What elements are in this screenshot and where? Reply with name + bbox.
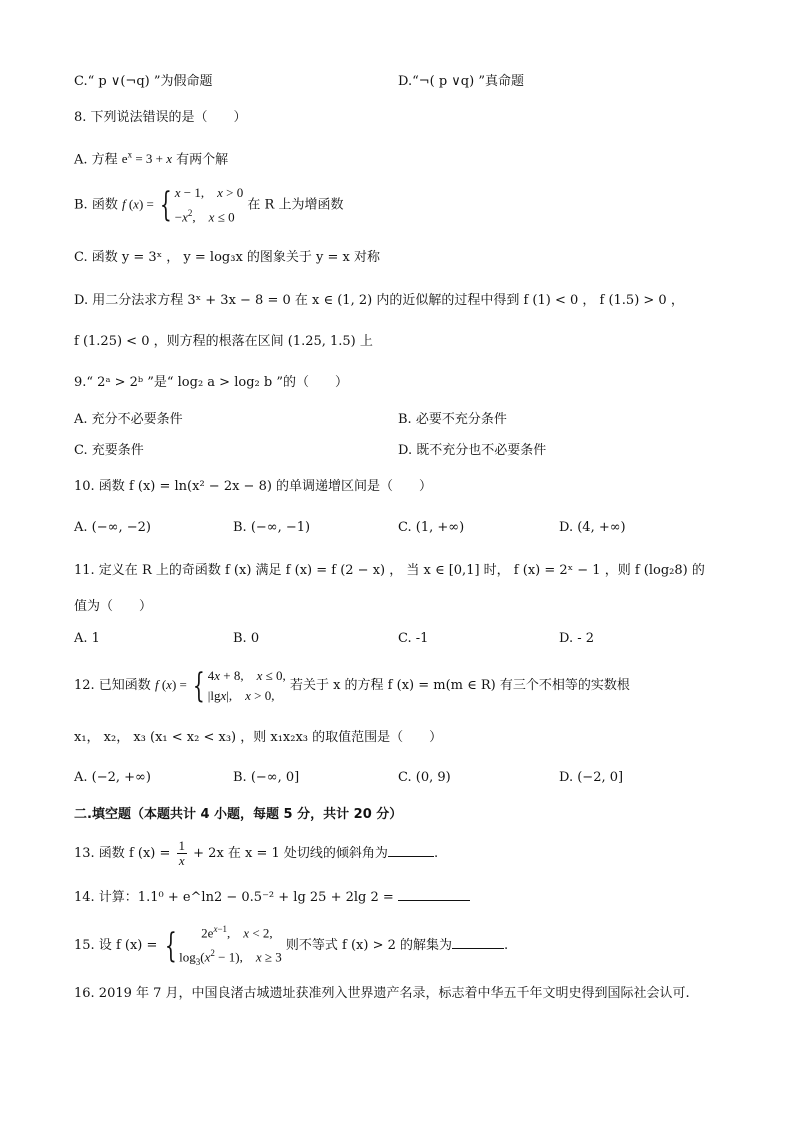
q12-stem-line1 [74, 663, 630, 708]
q15-end: . [504, 938, 509, 954]
q13-fraction [177, 839, 188, 868]
q9-option-c: C. 充要条件 [74, 443, 144, 458]
q9-stem: 9.“ 2ᵃ > 2ᵇ ”是“ log₂ a > log₂ b ”的（ ） [74, 375, 348, 390]
q13 [74, 836, 438, 872]
q15-prefix: 15. 设 f (x) = [74, 938, 162, 954]
q13-answer-blank[interactable] [388, 842, 434, 857]
q8-a-formula: $e^x = 3 + x$ [121, 150, 173, 167]
q13-prefix: 13. 函数 f (x) = [74, 846, 175, 861]
q14-expression: 14. 计算：1.1⁰ + e^ln2 − 0.5⁻² + lg 25 + 2lg 2 = [74, 890, 398, 905]
q12-func: f (x) = [154, 677, 191, 692]
q8-stem: 8. 下列说法错误的是（ ） [74, 110, 247, 125]
q12-option-a: A. (−2, +∞) [74, 770, 151, 785]
q8-b-func: f (x) = [121, 196, 158, 212]
q8-option-a [74, 146, 228, 169]
q8-b-cases: x − 1, x > 0 $-x^2$, x ≤ 0 [174, 185, 244, 225]
q9-option-b: B. 必要不充分条件 [398, 412, 507, 427]
q10-option-a: A. (−∞, −2) [74, 520, 151, 535]
q8-option-d-line1: D. 用二分法求方程 3ˣ + 3x − 8 = 0 在 x ∈ (1, 2) 内的近似解的过程中得到 f (1) < 0 ， f (1.5) > 0 ， [74, 293, 684, 308]
q7-option-d: D.“¬( p ∨q) ”真命题 [398, 74, 524, 89]
q15 [74, 919, 508, 972]
q11-stem-line1: 11. 定义在 R 上的奇函数 f (x) 满足 f (x) = f (2 − x) ， 当 x ∈ [0,1] 时， f (x) = 2ˣ − 1 ，则 f (log₂8) 的 [74, 563, 705, 578]
q8-option-b [74, 183, 343, 227]
q12-stem-line2: x₁， x₂， x₃ (x₁ < x₂ < x₃) ，则 x₁x₂x₃ 的取值范围是（ ） [74, 730, 443, 745]
q8-b-suffix: 在 R 上为增函数 [243, 197, 344, 213]
q13-suffix: + 2x 在 x = 1 处切线的倾斜角为 [189, 846, 388, 861]
q8-a-suffix: 有两个解 [172, 152, 229, 168]
q12-cases: 4x + 8, x ≤ 0, |lgx|, x > 0, [207, 667, 286, 703]
q12-suffix: 若关于 x 的方程 f (x) = m(m ∈ R) 有三个不相等的实数根 [285, 678, 630, 693]
section-2-heading: 二.填空题（本题共计 4 小题，每题 5 分，共计 20 分） [74, 807, 403, 822]
q15-brace: { [164, 925, 177, 966]
q11-stem-line2: 值为（ ） [74, 599, 153, 614]
q8-b-prefix: B. 函数 [74, 197, 122, 213]
q11-option-d: D. - 2 [559, 631, 595, 646]
q8-option-d-line2: f (1.25) < 0 ，则方程的根落在区间 (1.25, 1.5) 上 [74, 334, 373, 349]
q8-b-brace: { [159, 185, 172, 226]
q8-option-c: C. 函数 y = 3ˣ ， y = log₃x 的图象关于 y = x 对称 [74, 250, 381, 265]
q10-option-b: B. (−∞, −1) [233, 520, 311, 535]
q9-option-a: A. 充分不必要条件 [74, 412, 183, 427]
q11-option-c: C. -1 [398, 631, 429, 646]
q12-brace: { [192, 665, 205, 706]
q15-cases: $2e^{x-1}$, x < 2, $\log_3(x^2 - 1)$, x ≥ 3 [179, 924, 282, 968]
q10-option-c: C. (1, +∞) [398, 520, 465, 535]
q14 [74, 886, 470, 907]
q15-suffix: 则不等式 f (x) > 2 的解集为 [281, 938, 452, 954]
q9-option-d: D. 既不充分也不必要条件 [398, 443, 547, 458]
q10-option-d: D. (4, +∞) [559, 520, 626, 535]
q10-stem: 10. 函数 f (x) = ln(x² − 2x − 8) 的单调递增区间是（ ） [74, 479, 433, 494]
q7-option-c: C.“ p ∨(¬q) ”为假命题 [74, 74, 213, 89]
q11-option-a: A. 1 [74, 631, 100, 646]
q12-prefix: 12. 已知函数 [74, 678, 155, 693]
q13-end: . [433, 846, 439, 861]
q15-answer-blank[interactable] [452, 934, 504, 949]
q12-option-d: D. (−2, 0] [559, 770, 624, 785]
q12-option-b: B. (−∞, 0] [233, 770, 300, 785]
q16: 16. 2019 年 7 月，中国良渚古城遗址获准列入世界遗产名录，标志着中华五千年文明史得到国际社会认可. [74, 986, 690, 1001]
q13-frac-den: x [178, 853, 185, 868]
q8-a-prefix: A. 方程 [74, 152, 122, 168]
q12-option-c: C. (0, 9) [398, 770, 451, 785]
q13-frac-num: 1 [178, 838, 186, 853]
q14-answer-blank[interactable] [398, 886, 470, 901]
q11-option-b: B. 0 [233, 631, 260, 646]
